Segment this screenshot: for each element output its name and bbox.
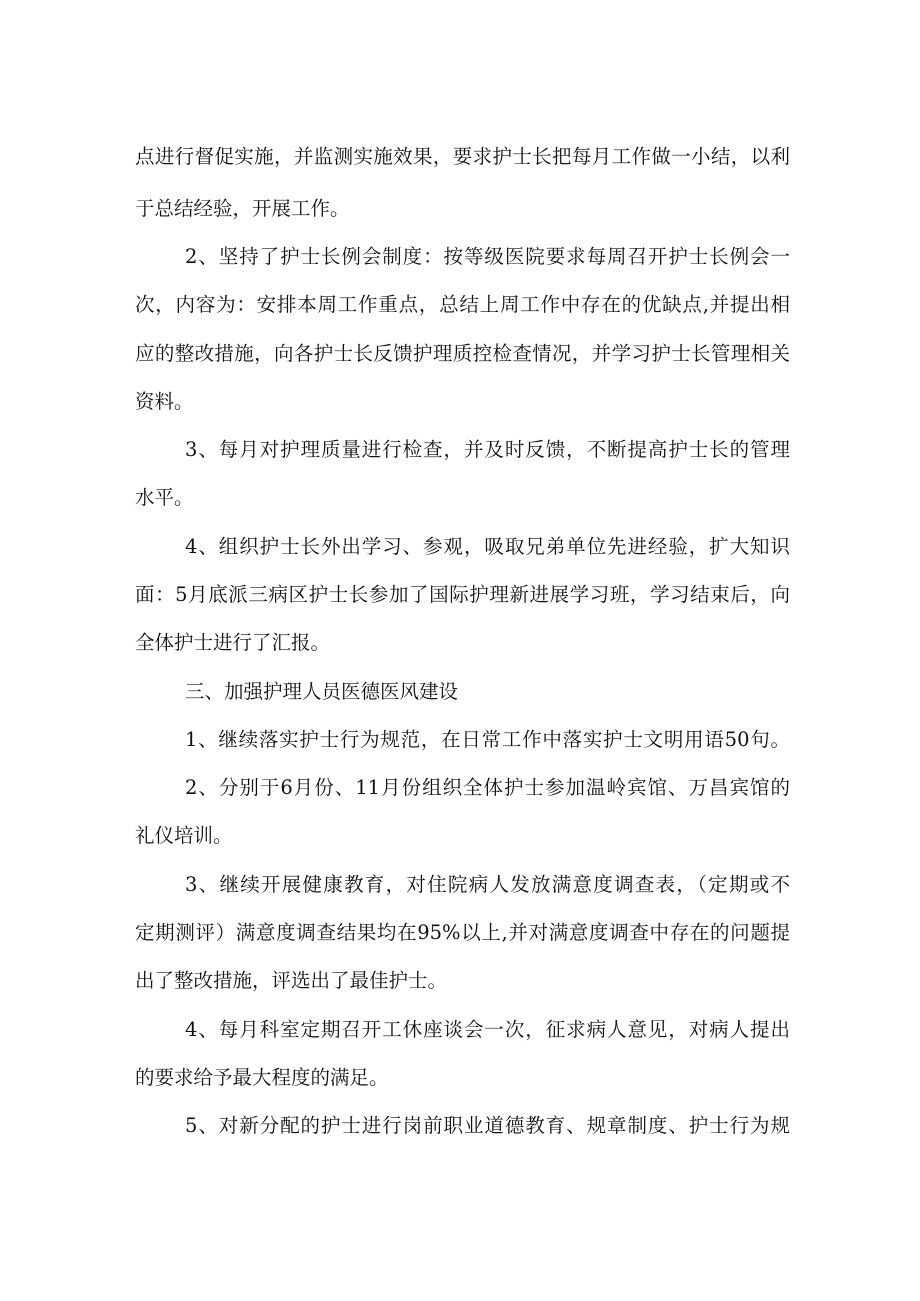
text-line: 5、对新分配的护士进行岗前职业道德教育、规章制度、护士行为规 [185, 1114, 790, 1137]
text-line: 应的整改措施，向各护士长反馈护理质控检查情况，并学习护士长管理相关 [135, 342, 790, 365]
text-line: 1、继续落实护士行为规范，在日常工作中落实护士文明用语50句。 [185, 728, 790, 751]
text-line: 水平。 [135, 486, 194, 509]
text-line: 4、每月科室定期召开工休座谈会一次，征求病人意见，对病人提出 [185, 1018, 790, 1041]
text-line: 次，内容为：安排本周工作重点，总结上周工作中存在的优缺点,并提出相 [135, 293, 790, 316]
text-line: 出了整改措施，评选出了最佳护士。 [135, 969, 448, 992]
text-line: 2、分别于6月份、11月份组织全体护士参加温岭宾馆、万昌宾馆的 [185, 776, 790, 799]
text-line: 于总结经验，开展工作。 [135, 197, 350, 220]
text-line: 资料。 [135, 390, 194, 413]
text-line: 礼仪培训。 [135, 824, 233, 847]
text-line: 2、坚持了护士长例会制度：按等级医院要求每周召开护士长例会一 [185, 245, 790, 268]
text-line: 3、每月对护理质量进行检查，并及时反馈，不断提高护士长的管理 [185, 438, 790, 461]
text-line: 面：5月底派三病区护士长参加了国际护理新进展学习班，学习结束后，向 [135, 583, 790, 606]
text-line: 定期测评）满意度调查结果均在95%以上,并对满意度调查中存在的问题提 [135, 921, 790, 944]
section-heading: 三、加强护理人员医德医风建设 [185, 680, 459, 703]
text-line: 点进行督促实施，并监测实施效果，要求护士长把每月工作做一小结，以利 [135, 145, 790, 168]
text-line: 的要求给予最大程度的满足。 [135, 1066, 389, 1089]
text-line: 全体护士进行了汇报。 [135, 631, 331, 654]
text-line: 4、组织护士长外出学习、参观，吸取兄弟单位先进经验，扩大知识 [185, 535, 790, 558]
text-line: 3、继续开展健康教育，对住院病人发放满意度调查表，（定期或不 [185, 873, 790, 896]
